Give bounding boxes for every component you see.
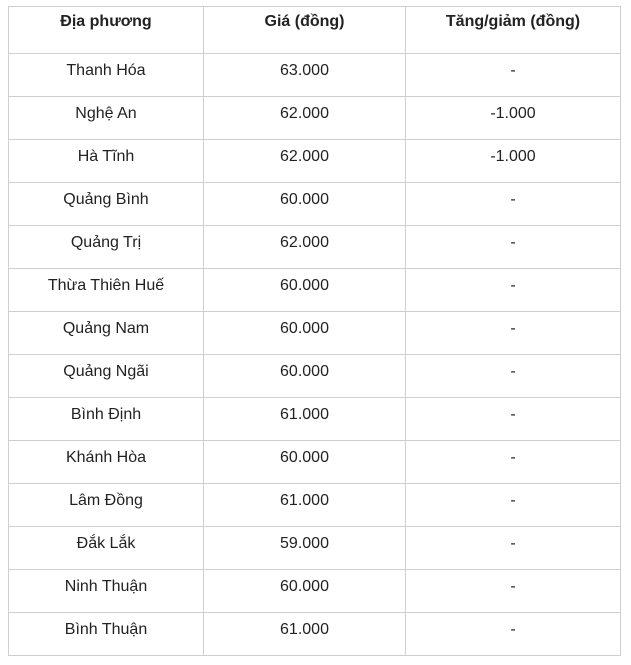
table-row [9, 140, 621, 183]
table-row [9, 527, 621, 570]
table-body [9, 54, 621, 656]
cell-price: 61.000 [204, 484, 406, 527]
cell-change: - [406, 398, 621, 441]
table-header [9, 7, 621, 54]
cell-price: 60.000 [204, 355, 406, 398]
cell-change: - [406, 312, 621, 355]
cell-change: - [406, 269, 621, 312]
cell-price: 62.000 [204, 97, 406, 140]
cell-change: - [406, 226, 621, 269]
table-row [9, 312, 621, 355]
table-row [9, 226, 621, 269]
cell-region: Bình Định [9, 398, 204, 441]
cell-price: 60.000 [204, 570, 406, 613]
cell-region: Nghệ An [9, 97, 204, 140]
table-row [9, 484, 621, 527]
header-region: Địa phương [9, 7, 204, 54]
cell-change: - [406, 613, 621, 656]
header-row [9, 7, 621, 54]
cell-region: Quảng Bình [9, 183, 204, 226]
cell-price: 60.000 [204, 269, 406, 312]
cell-change: - [406, 527, 621, 570]
table-row [9, 398, 621, 441]
cell-price: 60.000 [204, 183, 406, 226]
cell-price: 60.000 [204, 312, 406, 355]
cell-region: Đắk Lắk [9, 527, 204, 570]
cell-price: 59.000 [204, 527, 406, 570]
table-row [9, 269, 621, 312]
cell-region: Khánh Hòa [9, 441, 204, 484]
cell-change: - [406, 355, 621, 398]
cell-change: - [406, 183, 621, 226]
table-row [9, 54, 621, 97]
header-price: Giá (đồng) [204, 7, 406, 54]
cell-region: Quảng Trị [9, 226, 204, 269]
cell-change: - [406, 54, 621, 97]
cell-region: Hà Tĩnh [9, 140, 204, 183]
cell-region: Quảng Ngãi [9, 355, 204, 398]
table-row [9, 441, 621, 484]
cell-price: 62.000 [204, 140, 406, 183]
header-change: Tăng/giảm (đồng) [406, 7, 621, 54]
cell-region: Ninh Thuận [9, 570, 204, 613]
cell-change: - [406, 570, 621, 613]
cell-change: - [406, 484, 621, 527]
cell-region: Thừa Thiên Huế [9, 269, 204, 312]
cell-region: Lâm Đồng [9, 484, 204, 527]
table-row [9, 570, 621, 613]
table-row [9, 613, 621, 656]
cell-region: Thanh Hóa [9, 54, 204, 97]
cell-region: Bình Thuận [9, 613, 204, 656]
price-table [8, 6, 621, 656]
table-row [9, 97, 621, 140]
table-row [9, 355, 621, 398]
table-row [9, 183, 621, 226]
cell-region: Quảng Nam [9, 312, 204, 355]
cell-price: 61.000 [204, 613, 406, 656]
cell-price: 62.000 [204, 226, 406, 269]
cell-change: -1.000 [406, 140, 621, 183]
cell-change: - [406, 441, 621, 484]
cell-change: -1.000 [406, 97, 621, 140]
cell-price: 60.000 [204, 441, 406, 484]
cell-price: 63.000 [204, 54, 406, 97]
cell-price: 61.000 [204, 398, 406, 441]
